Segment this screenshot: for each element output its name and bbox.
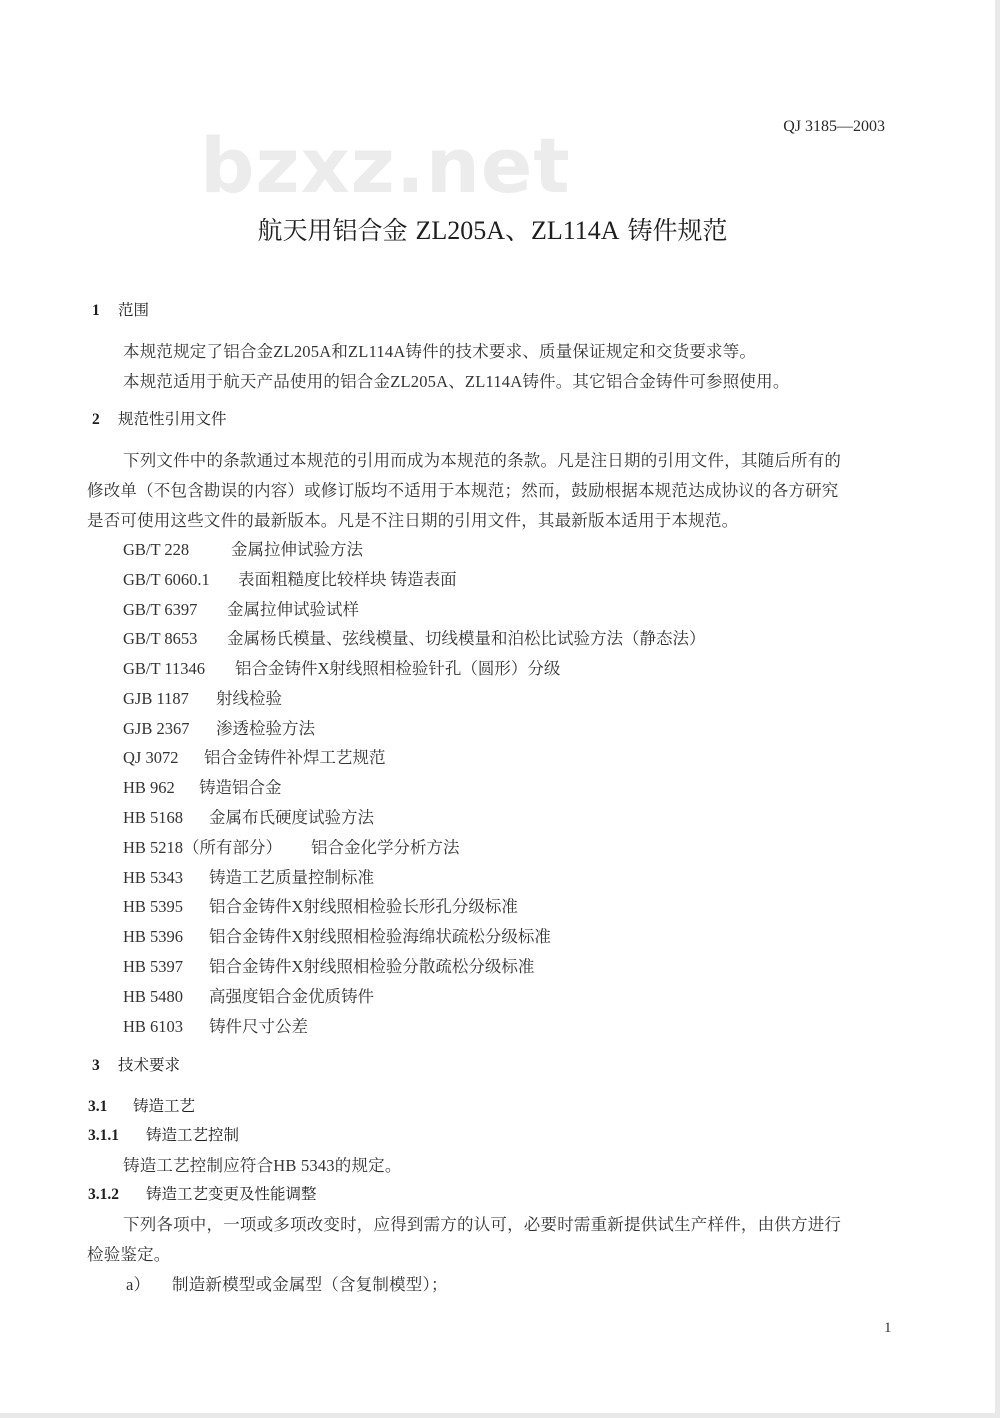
reference-item <box>123 596 359 620</box>
paragraph-line: 修改单（不包含勘误的内容）或修订版均不适用于本规范；然而，鼓励根据本规范达成协议的各方研究 <box>87 481 839 500</box>
list-item-text: 制造新模型或金属型（含复制模型）； <box>172 1275 448 1294</box>
title-prefix: 航天用铝合金 <box>257 216 416 245</box>
reference-title: 高强度铝合金优质铸件 <box>209 987 374 1006</box>
paragraph-line: 是否可使用这些文件的最新版本。凡是不注日期的引用文件，其最新版本适用于本规范。 <box>87 511 739 530</box>
section-number: 1 <box>92 302 100 319</box>
reference-code: HB 5218（所有部分） <box>123 838 283 857</box>
reference-code: GB/T 228 <box>123 540 190 559</box>
section-title: 铸造工艺 <box>133 1097 196 1115</box>
list-item <box>126 1271 448 1295</box>
reference-title: 铝合金铸件X射线照相检验长形孔分级标准 <box>209 897 518 916</box>
reference-item <box>123 804 374 828</box>
reference-item <box>123 655 560 679</box>
paragraph-line: 下列各项中，一项或多项改变时，应得到需方的认可，必要时需重新提供试生产样件，由供方进行 <box>123 1215 842 1234</box>
reference-code: QJ 3072 <box>123 748 179 767</box>
reference-item <box>123 744 386 768</box>
reference-title: 铝合金铸件补焊工艺规范 <box>204 748 386 767</box>
reference-title: 金属杨氏模量、弦线模量、切线模量和泊松比试验方法（静态法） <box>227 629 706 648</box>
reference-title: 渗透检验方法 <box>216 719 315 738</box>
section-3-heading <box>92 1053 180 1075</box>
subsection-3-1-1-heading <box>88 1123 239 1145</box>
reference-title: 金属拉伸试验方法 <box>231 540 363 559</box>
reference-title: 铸造铝合金 <box>199 778 282 797</box>
paragraph-line: 检验鉴定。 <box>87 1245 171 1264</box>
paragraph: 本规范规定了铝合金ZL205A和ZL114A铸件的技术要求、质量保证规定和交货要求等。 <box>123 342 757 361</box>
reference-code: GB/T 8653 <box>123 629 198 648</box>
reference-code: GB/T 11346 <box>123 659 206 678</box>
section-number: 3.1.1 <box>88 1127 119 1144</box>
watermark: bzxz.net <box>200 121 571 210</box>
section-title: 铸造工艺变更及性能调整 <box>146 1185 317 1203</box>
reference-item <box>123 1013 308 1037</box>
reference-code: GJB 2367 <box>123 719 190 738</box>
reference-title: 铸造工艺质量控制标准 <box>209 868 374 887</box>
reference-title: 铝合金铸件X射线照相检验针孔（圆形）分级 <box>235 659 561 678</box>
reference-item <box>123 923 551 947</box>
reference-code: HB 5396 <box>123 927 184 946</box>
section-title: 铸造工艺控制 <box>146 1126 240 1144</box>
section-1-heading <box>92 298 149 320</box>
reference-item <box>123 625 706 649</box>
reference-title: 铝合金化学分析方法 <box>311 838 460 857</box>
reference-code: HB 5395 <box>123 897 184 916</box>
subsection-3-1-heading <box>88 1094 195 1116</box>
reference-item <box>123 953 534 977</box>
reference-item <box>123 774 282 798</box>
reference-item <box>123 685 282 709</box>
title-alloys: ZL205A、ZL114A <box>415 216 620 245</box>
list-item-label: a） <box>126 1275 151 1294</box>
reference-item <box>123 864 374 888</box>
section-number: 2 <box>92 411 100 428</box>
standard-number: QJ 3185—2003 <box>783 118 885 135</box>
reference-code: GB/T 6060.1 <box>123 570 210 589</box>
section-title: 范围 <box>118 301 150 319</box>
subsection-3-1-2-heading <box>88 1182 317 1204</box>
page-number: 1 <box>884 1320 892 1336</box>
reference-title: 铸件尺寸公差 <box>209 1017 308 1036</box>
reference-title: 表面粗糙度比较样块 铸造表面 <box>238 570 457 589</box>
reference-code: HB 5397 <box>123 957 184 976</box>
reference-code: HB 5343 <box>123 868 184 887</box>
reference-code: HB 5168 <box>123 808 184 827</box>
reference-item <box>123 834 460 858</box>
reference-title: 铝合金铸件X射线照相检验海绵状疏松分级标准 <box>209 927 551 946</box>
reference-title: 铝合金铸件X射线照相检验分散疏松分级标准 <box>209 957 535 976</box>
reference-code: GB/T 6397 <box>123 600 198 619</box>
document-title <box>0 210 985 247</box>
paragraph-line: 下列文件中的条款通过本规范的引用而成为本规范的条款。凡是注日期的引用文件，其随后所有的 <box>123 451 842 470</box>
reference-item <box>123 536 363 560</box>
section-number: 3.1.2 <box>88 1186 119 1203</box>
reference-title: 射线检验 <box>216 689 282 708</box>
section-2-heading <box>92 407 227 429</box>
reference-item <box>123 566 457 590</box>
reference-item <box>123 715 315 739</box>
reference-code: HB 6103 <box>123 1017 184 1036</box>
reference-code: HB 5480 <box>123 987 184 1006</box>
reference-item <box>123 983 374 1007</box>
reference-title: 金属拉伸试验试样 <box>227 600 359 619</box>
paragraph: 本规范适用于航天产品使用的铝合金ZL205A、ZL114A铸件。其它铝合金铸件可参照使用。 <box>123 372 790 391</box>
reference-title: 金属布氏硬度试验方法 <box>209 808 374 827</box>
paragraph: 铸造工艺控制应符合HB 5343的规定。 <box>123 1156 402 1175</box>
section-title: 技术要求 <box>118 1056 181 1074</box>
reference-item <box>123 893 518 917</box>
reference-code: HB 962 <box>123 778 175 797</box>
section-number: 3.1 <box>88 1098 108 1115</box>
reference-code: GJB 1187 <box>123 689 189 708</box>
title-suffix: 铸件规范 <box>619 216 728 245</box>
section-title: 规范性引用文件 <box>118 410 227 428</box>
section-number: 3 <box>92 1057 100 1074</box>
